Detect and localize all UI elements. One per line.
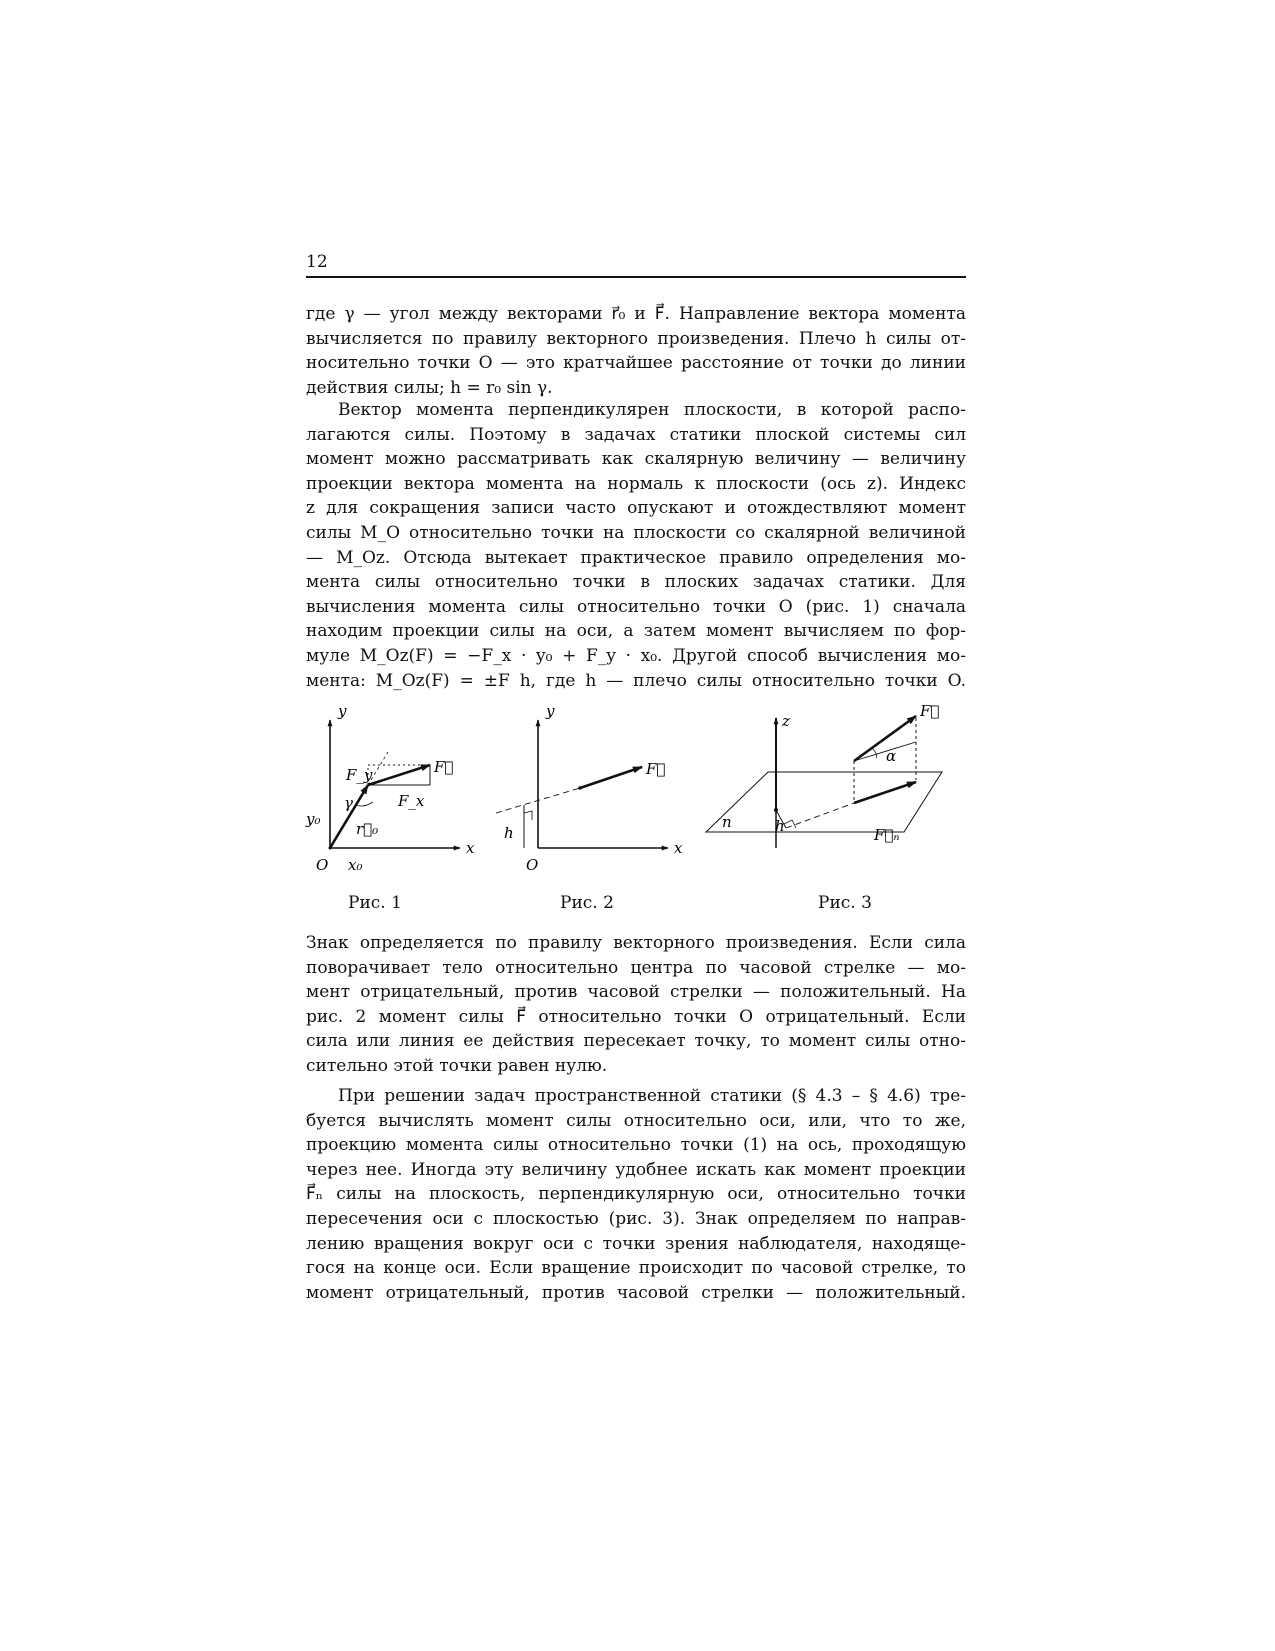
fig1-caption: Рис. 1 <box>348 893 402 913</box>
fig2-right-angle <box>524 811 532 820</box>
text-line: Вектор момента перпендикулярен плоскости, в которой распо- <box>338 400 966 420</box>
fig1-label-x: x <box>466 839 475 857</box>
text-line: проекцию момента силы относительно точки (1) на ось, проходящую <box>306 1135 966 1156</box>
text-line: находим проекции силы на оси, а затем момент вычисляем по фор- <box>306 621 966 642</box>
fig1-label-Fx: F_x <box>398 792 425 810</box>
fig3-label-z: z <box>782 712 790 730</box>
text-line: Знак определяется по правилу векторного произведения. Если сила <box>306 933 966 953</box>
text-line: поворачивает тело относительно центра по часовой стрелке — мо- <box>306 957 966 978</box>
figures-row <box>300 702 980 920</box>
text-line: буется вычислять момент силы относительно оси, или, что то же, <box>306 1110 966 1131</box>
fig1-force-vector <box>368 765 430 785</box>
fig1-label-Fy: F_y <box>346 766 373 784</box>
paragraph-1 <box>306 302 966 400</box>
text-line: F⃗ₙ силы на плоскость, перпендикулярную оси, относительно точки <box>306 1184 966 1205</box>
text-line: — M_Oz. Отсюда вытекает практическое правило определения мо- <box>306 547 966 568</box>
header-rule <box>306 276 966 278</box>
figure-3 <box>706 702 942 848</box>
text-line: где γ — угол между векторами r⃗₀ и F⃗. Направление вектора момента <box>306 304 966 324</box>
fig1-label-O: O <box>316 856 329 874</box>
fig3-parallel-line <box>854 742 916 761</box>
fig3-label-n: n <box>722 813 732 831</box>
fig1-label-y: y <box>338 702 347 720</box>
fig3-caption: Рис. 3 <box>818 893 872 913</box>
text-line: рис. 2 момент силы F⃗ относительно точки O отрицательный. Если <box>306 1006 966 1027</box>
fig1-label-gamma: γ <box>344 794 353 812</box>
fig2-label-h: h <box>504 824 514 842</box>
text-line: лению вращения вокруг оси с точки зрения наблюдателя, находяще- <box>306 1233 966 1254</box>
text-line: через нее. Иногда эту величину удобнее искать как момент проекции <box>306 1159 966 1180</box>
fig1-label-y0: y₀ <box>306 810 321 828</box>
fig2-caption: Рис. 2 <box>560 893 614 913</box>
figure-1 <box>305 702 475 874</box>
text-line: мента: M_Oz(F) = ±F h, где h — плечо силы относительно точки O. <box>306 670 966 691</box>
fig3-label-Fn: F⃗ₙ <box>874 826 900 844</box>
text-line: z для сокращения записи часто опускают и отождествляют момент <box>306 498 966 519</box>
text-line: мента силы относительно точки в плоских задачах статики. Для <box>306 572 966 593</box>
fig3-label-F: F⃗ <box>920 702 940 720</box>
paragraph-2 <box>306 398 966 693</box>
text-line: муле M_Oz(F) = −F_x · y₀ + F_y · x₀. Другой способ вычисления мо- <box>306 645 966 666</box>
fig3-alpha-arc <box>872 748 877 758</box>
fig3-label-h: h <box>775 817 785 835</box>
page-number: 12 <box>306 252 328 272</box>
text-line: вычисляется по правилу векторного произведения. Плечо h силы от- <box>306 328 966 349</box>
text-line: мент отрицательный, против часовой стрелки — положительный. На <box>306 982 966 1003</box>
text-line: лагаются силы. Поэтому в задачах статики плоской системы сил <box>306 424 966 445</box>
text-line: пересечения оси с плоскостью (рис. 3). Знак определяем по направ- <box>306 1208 966 1229</box>
text-line: сительно этой точки равен нулю. <box>306 1055 608 1076</box>
fig2-label-x: x <box>674 839 683 857</box>
fig1-label-r0: r⃗₀ <box>356 820 379 838</box>
fig3-fn-vector <box>854 782 916 803</box>
text-line: вычисления момента силы относительно точки O (рис. 1) сначала <box>306 596 966 617</box>
fig2-label-O: O <box>526 856 539 874</box>
fig3-plane <box>706 772 942 832</box>
text-line: момент отрицательный, против часовой стрелки — положительный. <box>306 1282 966 1303</box>
fig1-label-F: F⃗ <box>434 758 454 776</box>
text-line: При решении задач пространственной статики (§ 4.3 – § 4.6) тре- <box>338 1086 966 1106</box>
figure-2 <box>496 702 683 874</box>
fig2-label-y: y <box>546 702 555 720</box>
text-line: силы M_O относительно точки на плоскости со скалярной величиной <box>306 522 966 543</box>
fig2-force-point <box>578 786 582 790</box>
text-line: гося на конце оси. Если вращение происходит по часовой стрелке, то <box>306 1258 966 1279</box>
fig3-force-vector <box>854 716 916 761</box>
paragraph-4 <box>306 1084 966 1305</box>
fig2-label-F: F⃗ <box>646 760 666 778</box>
text-line: проекции вектора момента на нормаль к плоскости (ось z). Индекс <box>306 473 966 494</box>
text-line: момент можно рассматривать как скалярную величину — величину <box>306 449 966 470</box>
text-line: действия силы; h = r₀ sin γ. <box>306 377 553 398</box>
fig2-force-vector <box>580 767 642 788</box>
fig3-label-alpha: α <box>886 747 897 765</box>
fig3-action-line <box>786 803 854 828</box>
text-line: носительно точки O — это кратчайшее расстояние от точки до линии <box>306 353 966 374</box>
fig1-label-x0: x₀ <box>348 856 363 874</box>
text-line: сила или линия ее действия пересекает точку, то момент силы отно- <box>306 1031 966 1052</box>
paragraph-3 <box>306 931 966 1079</box>
fig1-origin-dot <box>329 847 332 850</box>
